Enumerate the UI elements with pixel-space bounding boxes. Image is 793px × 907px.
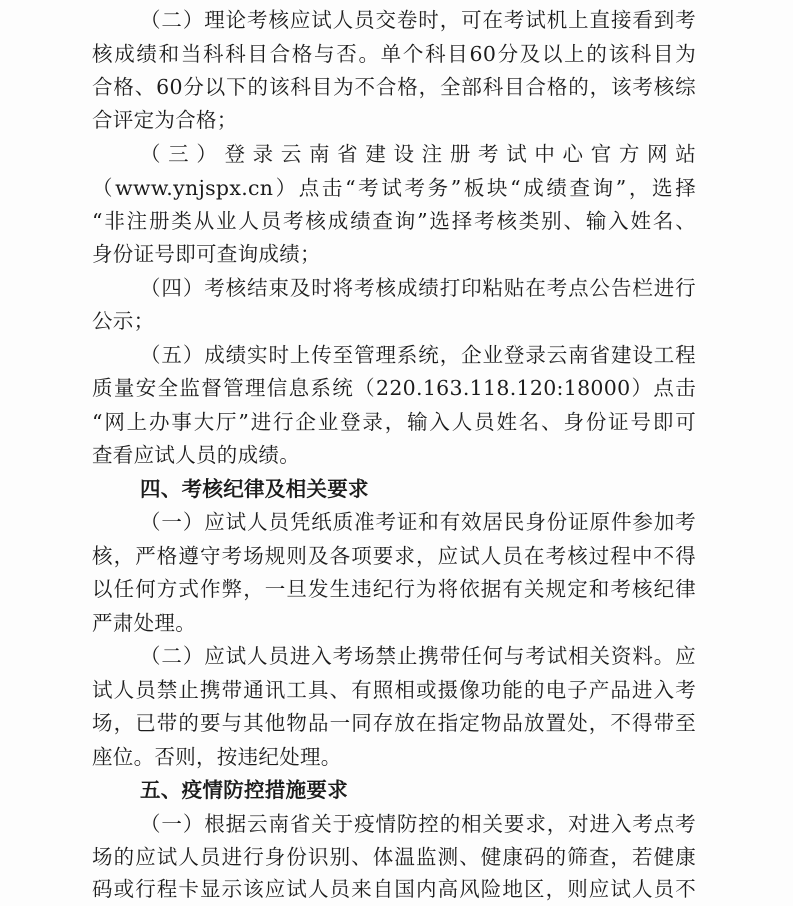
- paragraph-line: 合评定为合格；: [92, 108, 238, 132]
- paragraph-line: （一）根据云南省关于疫情防控的相关要求，对进入考点考: [140, 812, 696, 836]
- paragraph-line: （五）成绩实时上传至管理系统，企业登录云南省建设工程: [140, 343, 696, 367]
- paragraph-line: （四）考核结束及时将考核成绩打印粘贴在考点公告栏进行: [140, 276, 696, 300]
- paragraph-line: （一）应试人员凭纸质准考证和有效居民身份证原件参加考: [140, 510, 696, 534]
- paragraph-line: （www.ynjspx.cn）点击“考试考务”板块“成绩查询”，选择: [92, 176, 696, 200]
- paragraph-line: 场，已带的要与其他物品一同存放在指定物品放置处，不得带至: [92, 711, 696, 735]
- paragraph-line: 场的应试人员进行身份识别、体温监测、健康码的筛查，若健康: [92, 845, 696, 869]
- paragraph-line: “网上办事大厅”进行企业登录，输入人员姓名、身份证号即可: [92, 410, 696, 434]
- paragraph-line: 公示；: [92, 309, 155, 333]
- paragraph-line: 码或行程卡显示该应试人员来自国内高风险地区，则应试人员不: [92, 877, 696, 901]
- paragraph-line: （三）登录云南省建设注册考试中心官方网站: [140, 142, 696, 166]
- paragraph-line: 座位。否则，按违纪处理。: [92, 745, 342, 769]
- paragraph-line: 严肃处理。: [92, 611, 196, 635]
- section-heading: 五、疫情防控措施要求: [140, 778, 348, 802]
- paragraph-line: “非注册类从业人员考核成绩查询”选择考核类别、输入姓名、: [92, 209, 696, 233]
- section-heading: 四、考核纪律及相关要求: [140, 477, 369, 501]
- paragraph-line: 核成绩和当科科目合格与否。单个科目60分及以上的该科目为: [92, 42, 696, 66]
- paragraph-line: （二）应试人员进入考场禁止携带任何与考试相关资料。应: [140, 644, 696, 668]
- paragraph-line: 查看应试人员的成绩。: [92, 443, 300, 467]
- paragraph-line: 核，严格遵守考场规则及各项要求，应试人员在考核过程中不得: [92, 544, 696, 568]
- paragraph-line: 身份证号即可查询成绩；: [92, 242, 321, 266]
- paragraph-line: 试人员禁止携带通讯工具、有照相或摄像功能的电子产品进入考: [92, 678, 696, 702]
- paragraph-line: （二）理论考核应试人员交卷时，可在考试机上直接看到考: [140, 8, 696, 32]
- paragraph-line: 质量安全监督管理信息系统（220.163.118.120:18000）点击: [92, 376, 696, 400]
- paragraph-line: 合格、60分以下的该科目为不合格，全部科目合格的，该考核综: [92, 75, 696, 99]
- paragraph-line: 以任何方式作弊，一旦发生违纪行为将依据有关规定和考核纪律: [92, 577, 696, 601]
